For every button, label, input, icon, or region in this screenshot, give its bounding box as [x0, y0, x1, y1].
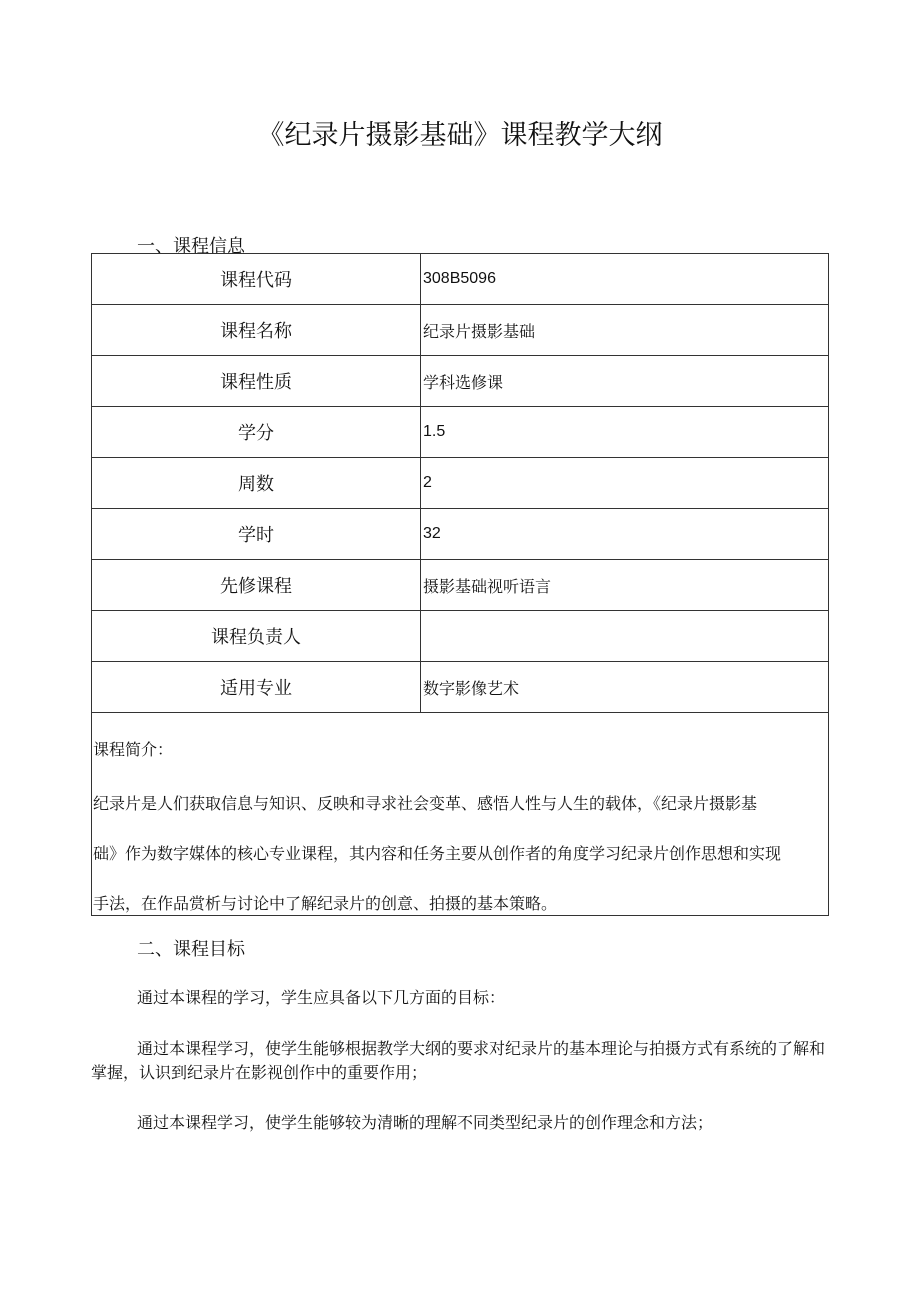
row-value: 32	[423, 525, 441, 542]
section-heading-course-goals: 二、课程目标	[137, 939, 245, 960]
intro-heading: 课程简介：	[93, 740, 174, 759]
row-label: 学时	[92, 509, 421, 559]
row-value: 纪录片摄影基础	[423, 321, 536, 341]
table-row	[91, 355, 829, 406]
table-row	[91, 253, 829, 304]
goal-paragraph: 通过本课程学习，使学生能够较为清晰的理解不同类型纪录片的创作理念和方法；	[137, 1113, 714, 1132]
row-value: 308B5096	[423, 270, 496, 287]
row-label: 课程代码	[92, 254, 421, 304]
intro-line: 手法，在作品赏析与讨论中了解纪录片的创意、拍摄的基本策略。	[93, 894, 558, 913]
row-label: 课程性质	[92, 356, 421, 406]
row-label: 先修课程	[92, 560, 421, 610]
course-intro-cell	[91, 712, 829, 916]
section-heading-course-info: 一、课程信息	[137, 236, 245, 257]
row-value: 1.5	[423, 423, 446, 440]
intro-line: 础》作为数字媒体的核心专业课程，其内容和任务主要从创作者的角度学习纪录片创作思想和实现	[93, 844, 782, 863]
row-value	[421, 611, 828, 661]
table-row	[91, 508, 829, 559]
row-value: 2	[423, 474, 432, 491]
document-title: 《纪录片摄影基础》课程教学大纲	[257, 120, 663, 151]
row-label: 课程负责人	[92, 611, 421, 661]
intro-line: 纪录片是人们获取信息与知识、反映和寻求社会变革、感悟人性与人生的载体，《纪录片摄影基	[93, 794, 758, 813]
row-value: 学科选修课	[423, 372, 504, 392]
table-row	[91, 661, 829, 712]
table-row	[91, 406, 829, 457]
goal-paragraph: 通过本课程学习，使学生能够根据教学大纲的要求对纪录片的基本理论与拍摄方式有系统的了解和掌握，认识到纪录片在影视创作中的重要作用；	[91, 1039, 826, 1082]
row-label: 课程名称	[92, 305, 421, 355]
row-label: 学分	[92, 407, 421, 457]
course-info-table	[91, 253, 829, 916]
table-row	[91, 304, 829, 355]
row-label: 适用专业	[92, 662, 421, 712]
table-row	[91, 610, 829, 661]
table-row	[91, 559, 829, 610]
table-row	[91, 457, 829, 508]
row-label: 周数	[92, 458, 421, 508]
goal-paragraph: 通过本课程的学习，学生应具备以下几方面的目标：	[137, 988, 506, 1007]
row-value: 数字影像艺术	[423, 678, 520, 698]
row-value: 摄影基础视听语言	[423, 576, 552, 596]
